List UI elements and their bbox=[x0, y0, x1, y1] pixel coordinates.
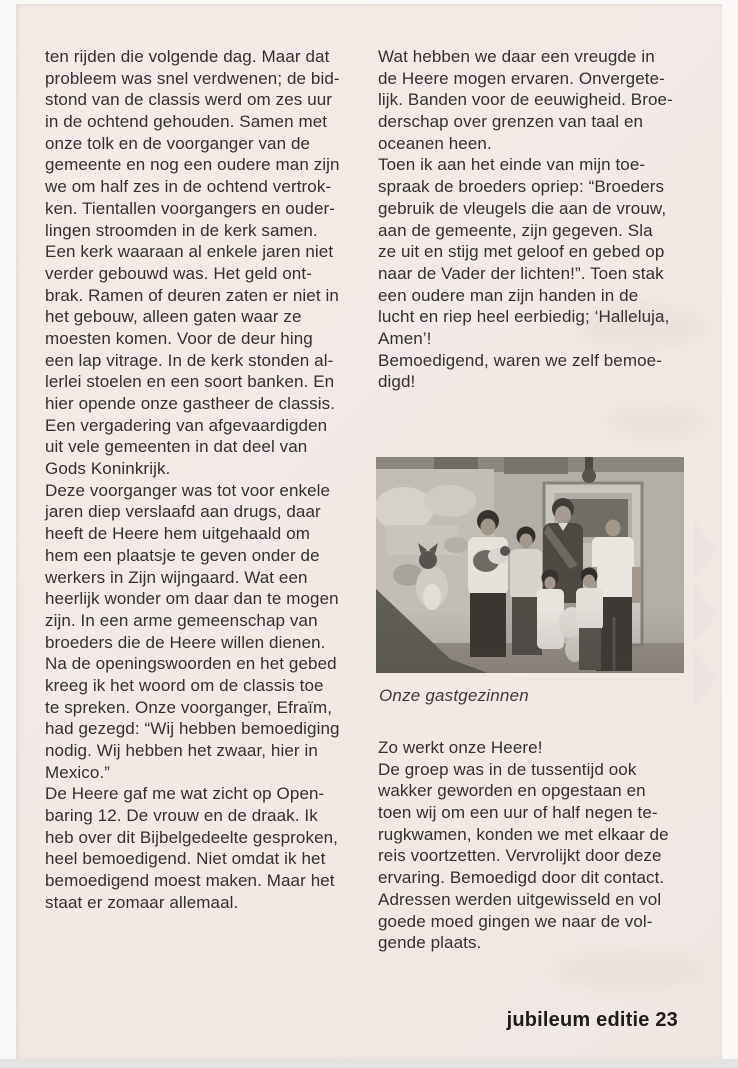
text-line: het gebouw, alleen gaten waar ze bbox=[45, 307, 302, 327]
text-line: ervaring. Bemoedigd door dit contact. bbox=[378, 868, 665, 888]
text-line: toen wij om een uur of half negen te- bbox=[378, 803, 658, 823]
text-line: we om half zes in de ochtend vertrok- bbox=[45, 177, 332, 197]
text-line: goede moed gingen we naar de vol- bbox=[378, 911, 653, 931]
text-line: De groep was in de tussentijd ook bbox=[378, 759, 637, 779]
text-line: de Heere mogen ervaren. Onvergete- bbox=[378, 68, 665, 88]
text-line: Wat hebben we daar een vreugde in bbox=[378, 47, 655, 66]
text-line: ten rijden die volgende dag. Maar dat bbox=[45, 47, 330, 66]
text-line: digd! bbox=[378, 372, 416, 392]
text-line: Gods Koninkrijk. bbox=[45, 459, 171, 479]
chevron-watermark-icon bbox=[692, 520, 720, 720]
page-footer bbox=[507, 1009, 678, 1032]
text-line: gebruik de vleugels die aan de vrouw, bbox=[378, 198, 667, 218]
text-line: hem een plaatsje te geven onder de bbox=[45, 545, 320, 565]
text-line: Zo werkt onze Heere! bbox=[378, 738, 543, 757]
text-line: Mexico.” bbox=[45, 762, 111, 782]
text-line: lucht en riep heel eerbiedig; ‘Halleluja, bbox=[378, 307, 670, 327]
text-line: spraak de broeders opriep: “Broeders bbox=[378, 177, 665, 197]
right-text-column-top bbox=[378, 46, 700, 393]
text-line: werkers in Zijn wijngaard. Wat een bbox=[45, 567, 308, 587]
text-line: gemeente en nog een oudere man zijn bbox=[45, 155, 340, 175]
text-line: moesten komen. Voor de deur hing bbox=[45, 328, 313, 348]
text-line: ze uit en stijg met geloof en gebed op bbox=[378, 242, 665, 262]
text-line: Na de openingswoorden en het gebed bbox=[45, 654, 337, 674]
text-line: te spreken. Onze voorganger, Efraïm, bbox=[45, 697, 333, 717]
text-line: Amen’! bbox=[378, 328, 432, 348]
text-line: hier opende onze gastheer de classis. bbox=[45, 394, 336, 413]
text-line: oceanen heen. bbox=[378, 133, 492, 153]
text-line: had gezegd: “Wij hebben bemoediging bbox=[45, 719, 340, 739]
text-line: bemoedigend moest maken. Maar het bbox=[45, 871, 335, 891]
text-line: heerlijk wonder om daar dan te mogen bbox=[45, 589, 339, 609]
text-line: Deze voorganger was tot voor enkele bbox=[45, 480, 331, 500]
text-line: ken. Tientallen voorgangers en ouder- bbox=[45, 198, 336, 218]
right-text-column-bottom bbox=[378, 737, 700, 954]
ghost-showthrough-smudge bbox=[606, 404, 706, 440]
text-line: jaren diep verslaafd aan drugs, daar bbox=[45, 502, 321, 522]
text-line: Toen ik aan het einde van mijn toe- bbox=[378, 155, 646, 175]
text-line: reis voortzetten. Vervrolijkt door deze bbox=[378, 846, 662, 866]
text-line: uit vele gemeenten in dat deel van bbox=[45, 437, 308, 457]
text-line: Een kerk waaraan al enkele jaren niet bbox=[45, 242, 334, 262]
text-line: brak. Ramen of deuren zaten er niet in bbox=[45, 285, 339, 305]
text-line: Een vergadering van afgevaardigden bbox=[45, 415, 328, 435]
text-line: aan de gemeente, zijn gegeven. Sla bbox=[378, 220, 653, 240]
text-line: kreeg ik het woord om de classis toe bbox=[45, 675, 324, 695]
text-line: gende plaats. bbox=[378, 933, 482, 953]
scanned-magazine-page bbox=[16, 4, 722, 1060]
text-line: lingen stroomden in de kerk samen. bbox=[45, 220, 318, 240]
text-line: naar de Vader der lichten!”. Toen stak bbox=[378, 263, 664, 283]
text-line: heb over dit Bijbelgedeelte gesproken, bbox=[45, 827, 338, 847]
text-line: baring 12. De vrouw en de draak. Ik bbox=[45, 806, 318, 826]
text-line: lijk. Banden voor de eeuwigheid. Broe- bbox=[378, 90, 673, 110]
text-line: De Heere gaf me wat zicht op Open- bbox=[45, 784, 325, 804]
text-line: probleem was snel verdwenen; de bid- bbox=[45, 68, 340, 88]
scan-bottom-edge bbox=[0, 1059, 738, 1068]
text-line: in de ochtend gehouden. Samen met bbox=[45, 112, 328, 132]
text-line: nodig. Wij hebben het zwaar, hier in bbox=[45, 741, 318, 760]
text-line: lerlei stoelen en een soort banken. En bbox=[45, 372, 335, 392]
text-line: heeft de Heere hem uitgehaald om bbox=[45, 524, 310, 544]
text-line: heel bemoedigend. Niet omdat ik het bbox=[45, 849, 326, 869]
text-line: Bemoedigend, waren we zelf bemoe- bbox=[378, 350, 662, 370]
photo-caption: Onze gastgezinnen bbox=[379, 686, 529, 705]
ghost-showthrough-smudge bbox=[556, 954, 706, 988]
footer-text: jubileum editie 23 bbox=[506, 1009, 678, 1031]
text-line: staat er zomaar allemaal. bbox=[45, 892, 239, 912]
text-line: een lap vitrage. In de kerk stonden al- bbox=[45, 350, 334, 370]
host-families-photo bbox=[376, 457, 684, 673]
text-line: een oudere man zijn handen in de bbox=[378, 285, 639, 305]
left-text-column bbox=[45, 46, 367, 914]
text-line: stond van de classis werd om zes uur bbox=[45, 90, 333, 110]
text-line: broeders die de Heere willen dienen. bbox=[45, 632, 326, 652]
text-line: onze tolk en de voorganger van de bbox=[45, 133, 311, 153]
text-line: zijn. In een arme gemeenschap van bbox=[45, 610, 318, 630]
text-line: wakker geworden en opgestaan en bbox=[378, 781, 646, 801]
text-line: verder gebouwd was. Het geld ont- bbox=[45, 263, 312, 283]
text-line: rugkwamen, konden we met elkaar de bbox=[378, 824, 669, 844]
text-line: derschap over grenzen van taal en bbox=[378, 112, 644, 132]
text-line: Adressen werden uitgewisseld en vol bbox=[378, 889, 662, 909]
